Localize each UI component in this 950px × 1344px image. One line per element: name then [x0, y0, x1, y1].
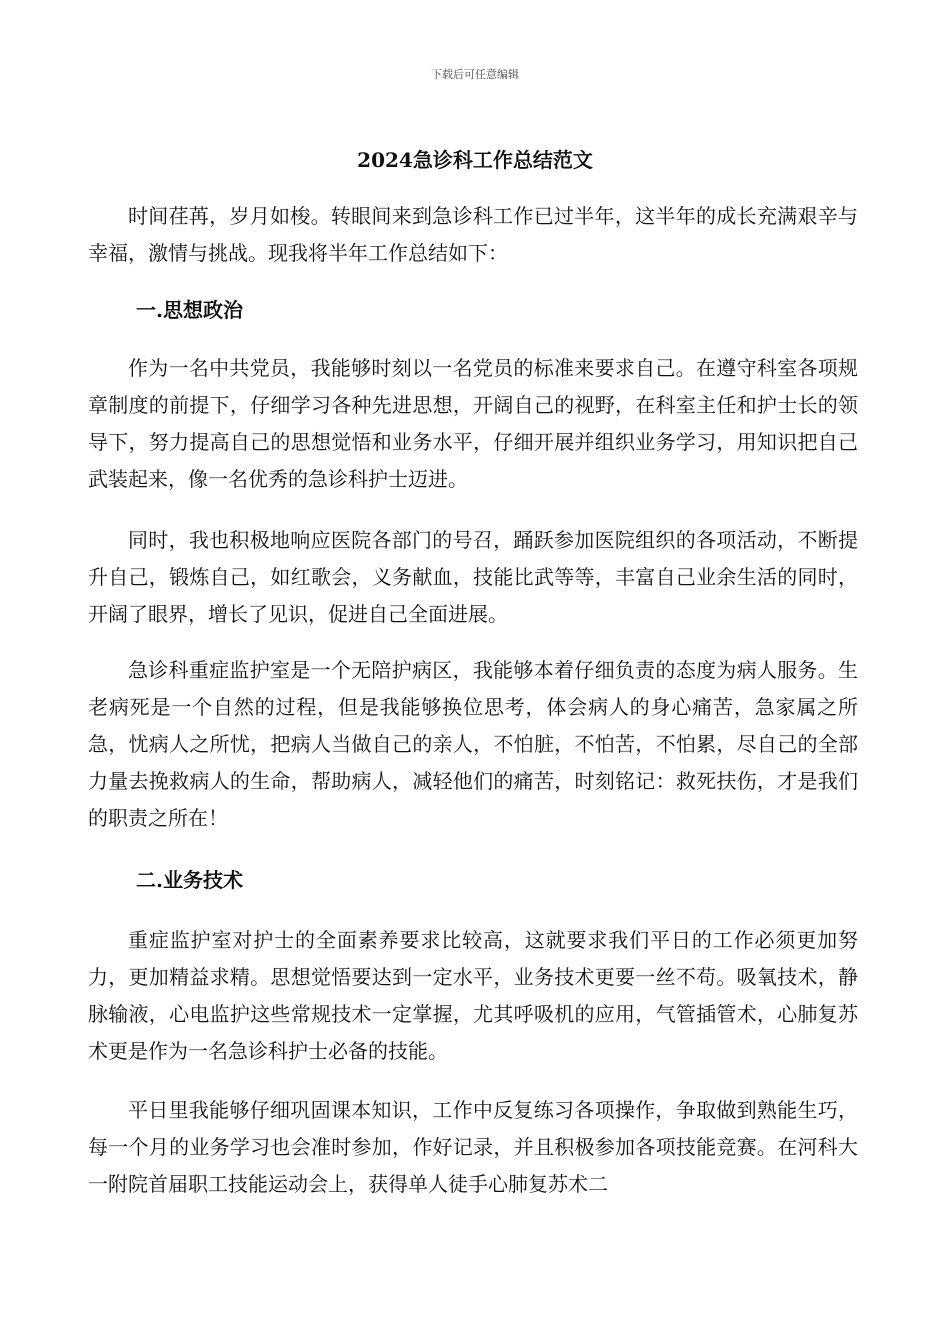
document-title: 2024急诊科工作总结范文 — [357, 148, 593, 172]
section-heading-2: 二.业务技术 — [136, 868, 243, 892]
section1-paragraph-2: 同时，我也积极地响应医院各部门的号召，踊跃参加医院组织的各项活动，不断提升自己，锻炼自己，如红歌会，义务献血，技能比武等等，丰富自己业余生活的同时，开阔了眼界，增长了见识，促进自己全面进展。 — [88, 528, 858, 626]
section1-paragraph-3: 急诊科重症监护室是一个无陪护病区，我能够本着仔细负责的态度为病人服务。生老病死是一个自然的过程，但是我能够换位思考，体会病人的身心痛苦，急家属之所急，忧病人之所忧，把病人当做自己的亲人，不怕脏，不怕苦，不怕累，尽自己的全部力量去挽救病人的生命，帮助病人，减轻他们的痛苦，时刻铭记：救死扶伤，才是我们的职责之所在！ — [88, 658, 858, 830]
section-heading-1: 一.思想政治 — [136, 298, 243, 322]
intro-paragraph: 时间荏苒，岁月如梭。转眼间来到急诊科工作已过半年，这半年的成长充满艰辛与幸福，激情与挑战。现我将半年工作总结如下： — [88, 204, 858, 265]
section2-paragraph-2: 平日里我能够仔细巩固课本知识，工作中反复练习各项操作，争取做到熟能生巧，每一个月的业务学习也会准时参加，作好记录，并且积极参加各项技能竞赛。在河科大一附院首届职工技能运动会上，获得单人徒手心肺复苏术二 — [88, 1098, 858, 1196]
header-note: 下载后可任意编辑 — [431, 68, 519, 81]
section2-paragraph-1: 重症监护室对护士的全面素养要求比较高，这就要求我们平日的工作必须更加努力，更加精益求精。思想觉悟要达到一定水平，业务技术更要一丝不苟。吸氧技术，静脉输液，心电监护这些常规技术一定掌握，尤其呼吸机的应用，气管插管术，心肺复苏术更是作为一名急诊科护士必备的技能。 — [88, 928, 858, 1063]
section1-paragraph-1: 作为一名中共党员，我能够时刻以一名党员的标准来要求自己。在遵守科室各项规章制度的前提下，仔细学习各种先进思想，开阔自己的视野，在科室主任和护士长的领导下，努力提高自己的思想觉悟和业务水平，仔细开展并组织业务学习，用知识把自己武装起来，像一名优秀的急诊科护士迈进。 — [88, 356, 858, 491]
